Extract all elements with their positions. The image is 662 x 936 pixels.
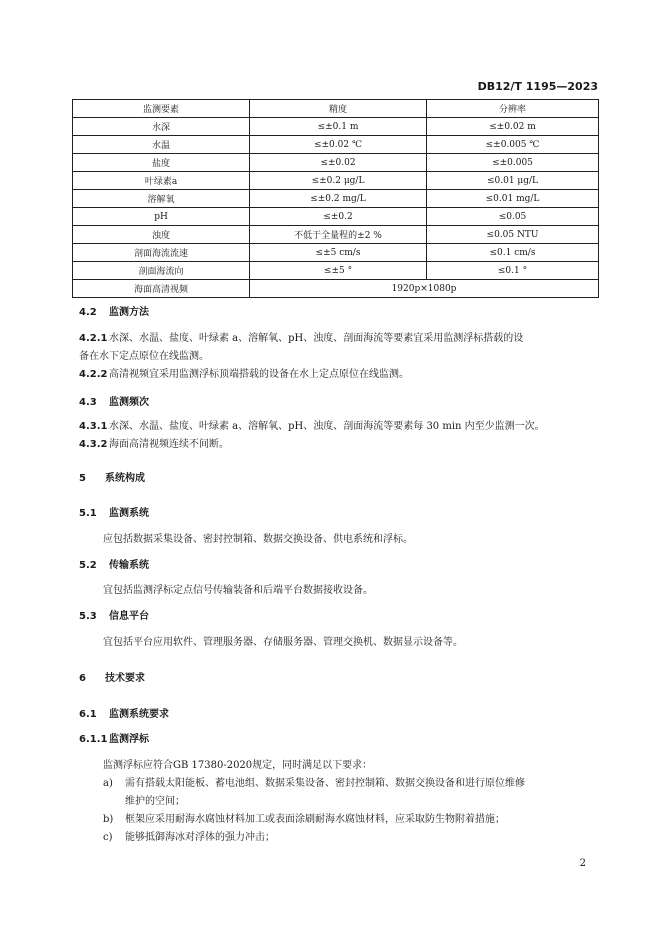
cell-element: 剖面海流向 bbox=[73, 262, 250, 280]
cell-element: 溶解氧 bbox=[73, 190, 250, 208]
header-cell-resolution: 分辨率 bbox=[427, 100, 599, 118]
cell-element: 海面高清视频 bbox=[73, 280, 250, 298]
list-item: a) 需有搭载太阳能板、蓄电池组、数据采集设备、密封控制箱、数据交换设备和进行原位维修 维护的空间； bbox=[103, 778, 525, 807]
section-heading: 4.2 监测方法 bbox=[79, 307, 149, 318]
table-header-row bbox=[73, 100, 599, 118]
cell-accuracy: ≤±0.02 bbox=[250, 154, 427, 172]
paragraph-5-2: 宜包括监测浮标定点信号传输装备和后端平台数据接收设备。 bbox=[103, 585, 373, 596]
cell-accuracy: ≤±0.2 mg/L bbox=[250, 190, 427, 208]
table-row bbox=[73, 118, 599, 136]
chapter-heading: 5 系统构成 bbox=[79, 473, 145, 484]
cell-accuracy: 不低于全量程的±2 % bbox=[250, 226, 427, 244]
cell-accuracy: ≤±0.2 bbox=[250, 208, 427, 226]
paragraph-4-2-2: 4.2.2 高清视频宜采用监测浮标顶端搭载的设备在水上定点原位在线监测。 bbox=[79, 369, 409, 380]
table-row-video bbox=[73, 280, 599, 298]
cell-element: pH bbox=[73, 208, 250, 226]
chapter-heading: 6 技术要求 bbox=[79, 673, 145, 684]
cell-accuracy: ≤±0.1 m bbox=[250, 118, 427, 136]
section-5-3: 5.3 信息平台 bbox=[79, 611, 149, 622]
section-4-3 bbox=[79, 394, 598, 412]
cell-resolution: ≤0.1 cm/s bbox=[427, 244, 599, 262]
table-row bbox=[73, 208, 599, 226]
list-item: b) 框架应采用耐海水腐蚀材料加工或表面涂刷耐海水腐蚀材料，应采取防生物附着措施； bbox=[103, 814, 505, 825]
cell-resolution: ≤0.01 mg/L bbox=[427, 190, 599, 208]
cell-element: 叶绿素a bbox=[73, 172, 250, 190]
cell-resolution: ≤0.05 NTU bbox=[427, 226, 599, 244]
cell-resolution: ≤0.05 bbox=[427, 208, 599, 226]
cell-resolution: ≤0.01 μg/L bbox=[427, 172, 599, 190]
cell-accuracy: ≤±0.2 μg/L bbox=[250, 172, 427, 190]
cell-resolution: ≤0.1 ° bbox=[427, 262, 599, 280]
paragraph-4-2-1: 4.2.1 水深、水温、盐度、叶绿素 a、溶解氧、pH、浊度、剖面海流等要素宜采用监测浮标搭载的设 备在水下定点原位在线监测。 bbox=[79, 333, 524, 362]
cell-resolution: ≤±0.005 ℃ bbox=[427, 136, 599, 154]
table-row bbox=[73, 244, 599, 262]
list-item: c) 能够抵御海冰对浮体的强力冲击； bbox=[103, 832, 275, 843]
section-4-2 bbox=[79, 304, 598, 322]
section-5-1: 5.1 监测系统 bbox=[79, 508, 149, 519]
chapter-6 bbox=[79, 670, 598, 688]
cell-accuracy: ≤±5 cm/s bbox=[250, 244, 427, 262]
table-row bbox=[73, 190, 599, 208]
buoy-requirements bbox=[79, 757, 598, 847]
header-cell-element: 监测要素 bbox=[73, 100, 250, 118]
header-cell-accuracy: 精度 bbox=[250, 100, 427, 118]
table-row bbox=[73, 226, 599, 244]
cell-element: 水深 bbox=[73, 118, 250, 136]
paragraph-4-3: 4.3.1 水深、水温、盐度、叶绿素 a、溶解氧、pH、浊度、剖面海流等要素每 30 min 内至少监测一次。 4.3.2 海面高清视频连续不间断。 bbox=[79, 421, 545, 450]
cell-resolution: ≤±0.02 m bbox=[427, 118, 599, 136]
cell-video-resolution: 1920p×1080p bbox=[250, 280, 599, 298]
specification-table bbox=[72, 99, 599, 298]
chapter-5 bbox=[79, 470, 598, 488]
section-6-1-1: 6.1.1 监测浮标 bbox=[79, 734, 149, 745]
cell-accuracy: ≤±0.02 ℃ bbox=[250, 136, 427, 154]
paragraph-5-3: 宜包括平台应用软件、管理服务器、存储服务器、管理交换机、数据显示设备等。 bbox=[103, 637, 463, 648]
cell-element: 浊度 bbox=[73, 226, 250, 244]
table-row bbox=[73, 136, 599, 154]
section-6-1: 6.1 监测系统要求 bbox=[79, 709, 169, 720]
document-code: DB12/T 1195—2023 bbox=[477, 80, 598, 93]
cell-element: 水温 bbox=[73, 136, 250, 154]
page-number: 2 bbox=[579, 858, 586, 869]
requirements-intro: 监测浮标应符合GB 17380-2020规定，同时满足以下要求： bbox=[103, 760, 373, 771]
table-row bbox=[73, 172, 599, 190]
cell-element: 盐度 bbox=[73, 154, 250, 172]
cell-accuracy: ≤±5 ° bbox=[250, 262, 427, 280]
paragraph-5-1: 应包括数据采集设备、密封控制箱、数据交换设备、供电系统和浮标。 bbox=[103, 534, 413, 545]
cell-resolution: ≤±0.005 bbox=[427, 154, 599, 172]
table-row bbox=[73, 154, 599, 172]
section-5-2: 5.2 传输系统 bbox=[79, 560, 149, 571]
cell-element: 剖面海流流速 bbox=[73, 244, 250, 262]
section-heading: 4.3 监测频次 bbox=[79, 397, 149, 408]
table-row bbox=[73, 262, 599, 280]
